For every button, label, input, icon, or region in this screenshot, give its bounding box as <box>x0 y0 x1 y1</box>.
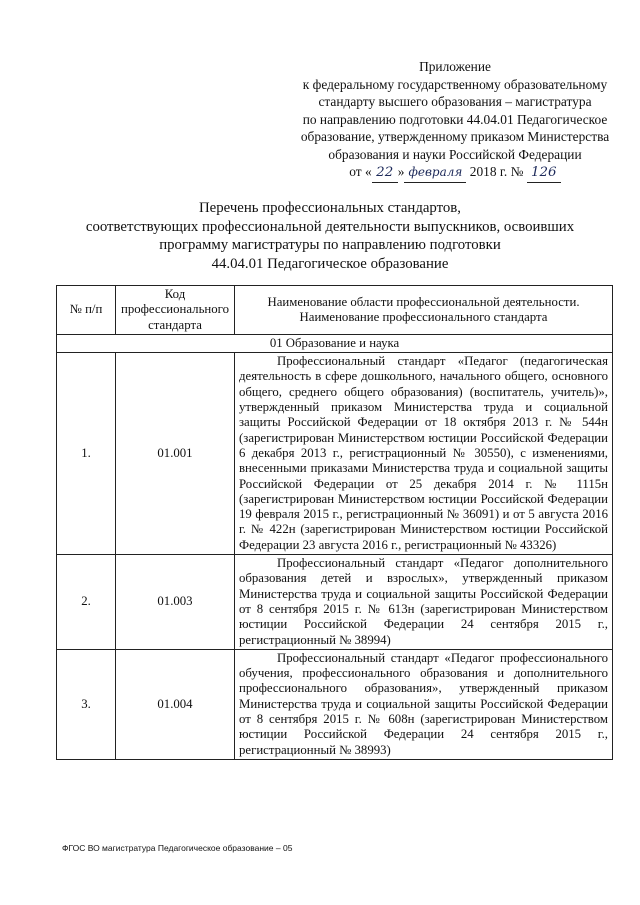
handwritten-day: 22 <box>372 164 398 183</box>
table-row <box>57 649 613 759</box>
order-date-line <box>290 163 620 183</box>
row-code: 01.001 <box>116 353 235 555</box>
header-number: № п/п <box>57 286 116 335</box>
appendix-line: образования и науки Российской Федерации <box>328 146 582 162</box>
row-number: 3. <box>57 649 116 759</box>
table-row <box>57 353 613 555</box>
row-code: 01.003 <box>116 555 235 650</box>
row-description-text: Профессиональный стандарт «Педагог профессионального обучения, профессионального образования и дополнительного профессионального образования», утвержденный приказом Министерства труда и социальной защиты Российской Федерации от 8 сентября 2015 г. № 608н (зарегистрирован Министерством юстиции Российской Федерации 24 сентября 2015 г., регистрационный № 38993) <box>239 650 608 757</box>
appendix-line: образование, утвержденному приказом Министерства <box>300 129 610 144</box>
row-number: 1. <box>57 353 116 555</box>
appendix-line: к федеральному государственному образовательному <box>302 76 608 92</box>
header-name: Наименование области профессиональной деятельности. Наименование профессионального стандарта <box>235 286 613 335</box>
header-code: Код профессионального стандарта <box>116 286 235 335</box>
row-description <box>235 555 613 650</box>
handwritten-month: февраля <box>404 164 466 183</box>
table-row <box>57 555 613 650</box>
date-prefix: от « <box>349 164 372 179</box>
row-number: 2. <box>57 555 116 650</box>
appendix-line: по направлению подготовки 44.04.01 Педагогическое <box>302 111 608 127</box>
document-title <box>60 199 600 273</box>
row-code: 01.004 <box>116 649 235 759</box>
title-line: соответствующих профессиональной деятельности выпускников, освоивших <box>85 218 575 235</box>
row-description <box>235 649 613 759</box>
standards-table <box>56 285 613 760</box>
row-description <box>235 353 613 555</box>
row-description-text: Профессиональный стандарт «Педагог дополнительного образования детей и взрослых», утвержденный приказом Министерства труда и социальной защиты Российской Федерации от 8 сентября 2015 г. № 613н (зарегистрирован Министерством юстиции Российской Федерации 24 сентября 2015 г., регистрационный № 38994) <box>239 556 608 647</box>
appendix-block <box>290 58 620 183</box>
appendix-line: Приложение <box>419 59 491 74</box>
row-description-text: Профессиональный стандарт «Педагог (педагогическая деятельность в сфере дошкольного, начального общего, основного общего, среднего общего образования) (воспитатель, учитель)», утвержденный приказом Министерства труда и социальной защиты Российской Федерации от 18 октября 2013 г. № 544н (зарегистрирован Министерством юстиции Российской Федерации 6 декабря 2013 г., регистрационный № 30550), с изменениями, внесенными приказами Министерства труда и социальной защиты Российской Федерации от 25 декабря 2014 г. № 1115н (зарегистрирован Министерством юстиции Российской Федерации 19 февраля 2015 г., регистрационный № 36091) и от 5 августа 2016 г. № 422н (зарегистрирован Министерством юстиции Российской Федерации 23 августа 2016 г., регистрационный № 43326) <box>239 354 608 552</box>
title-line: Перечень профессиональных стандартов, <box>199 200 461 216</box>
date-year: 2018 г. № <box>469 164 524 179</box>
table-header-row <box>57 286 613 335</box>
title-line: программу магистратуры по направлению подготовки <box>159 237 501 253</box>
section-row <box>57 334 613 352</box>
handwritten-order-number: 126 <box>527 164 561 183</box>
page-footer: ФГОС ВО магистратура Педагогическое образование – 05 <box>62 843 293 853</box>
section-title: 01 Образование и наука <box>57 334 613 352</box>
date-mid: » <box>397 164 405 179</box>
title-line: 44.04.01 Педагогическое образование <box>211 255 449 272</box>
appendix-line: стандарту высшего образования – магистратура <box>318 94 592 109</box>
